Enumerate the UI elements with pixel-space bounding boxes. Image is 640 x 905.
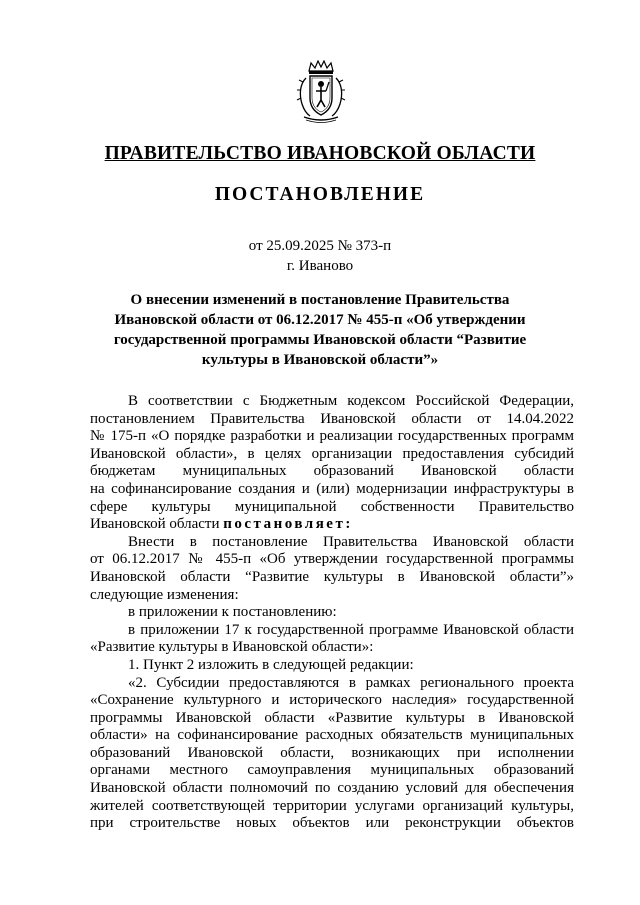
preamble-line: Ивановской области», в целях организации предоставления субсидий <box>90 445 574 462</box>
organization-name: ПРАВИТЕЛЬСТВО ИВАНОВСКОЙ ОБЛАСТИ <box>104 143 536 164</box>
title-line: О внесении изменений в постановление Правительства <box>130 292 510 308</box>
amend-line: Ивановской области “Развитие культуры в Ивановской области”» <box>90 568 574 585</box>
quote-line: образований Ивановской области, возникающих при исполнении <box>90 744 574 761</box>
title-line: Ивановской области от 06.12.2017 № 455-п «Об утверждении <box>114 312 526 328</box>
quote-line: программы Ивановской области «Развитие культуры в Ивановской <box>90 709 574 726</box>
title-line: государственной программы Ивановской области “Развитие <box>113 332 527 348</box>
item-appendix17-line: «Развитие культуры в Ивановской области»: <box>90 639 374 656</box>
preamble-last-line <box>90 516 574 534</box>
quote-line: «Сохранение культурного и исторического наследия» государственной <box>90 692 574 709</box>
preamble-line: В соответствии с Бюджетным кодексом Российской Федерации, <box>128 393 574 409</box>
item-appendix: в приложении к постановлению: <box>128 604 337 621</box>
resolves-word: постановляет: <box>223 516 353 533</box>
preamble-line: на софинансирование создания и (или) модернизации инфраструктуры в <box>90 480 574 497</box>
quote-line: «2. Субсидии предоставляются в рамках регионального проекта <box>128 674 574 691</box>
item-point: 1. Пункт 2 изложить в следующей редакции: <box>128 656 414 673</box>
preamble-line-prefix: Ивановской области <box>90 516 224 533</box>
document-date-number: от 25.09.2025 № 373-п <box>248 238 392 254</box>
preamble-line: № 175-п «О порядке разработки и реализации государственных программ <box>90 428 574 445</box>
preamble-line: постановлением Правительства Ивановской области от 14.04.2022 <box>90 410 574 427</box>
title-line: культуры в Ивановской области”» <box>201 352 439 368</box>
quote-line: органами местного самоуправления муниципальных образований <box>90 762 574 779</box>
document-city: г. Иваново <box>286 258 354 274</box>
document-title <box>110 290 530 370</box>
ivanovo-coat-of-arms-icon <box>296 60 346 124</box>
preamble-line: сфере культуры муниципальной собственности Правительство <box>90 498 574 515</box>
quote-line: при строительстве новых объектов или реконструкции объектов <box>90 815 574 832</box>
amend-line: Внести в постановление Правительства Ивановской области <box>128 533 574 550</box>
item-appendix17-line: в приложении 17 к государственной программе Ивановской области <box>128 621 574 638</box>
amend-line: от 06.12.2017 № 455-п «Об утверждении государственной программы <box>90 551 574 568</box>
preamble-line: бюджетам муниципальных образований Ивановской области <box>90 463 574 480</box>
quote-line: жителей соответствующей территории услугами организаций культуры, <box>90 797 574 814</box>
document-body <box>90 393 574 833</box>
amend-line: следующие изменения: <box>90 586 239 603</box>
quote-line: Ивановской области полномочий по созданию условий для обеспечения <box>90 780 574 797</box>
quote-line: области» на софинансирование расходных обязательств муниципальных <box>90 727 574 744</box>
document-type: ПОСТАНОВЛЕНИЕ <box>214 184 426 205</box>
